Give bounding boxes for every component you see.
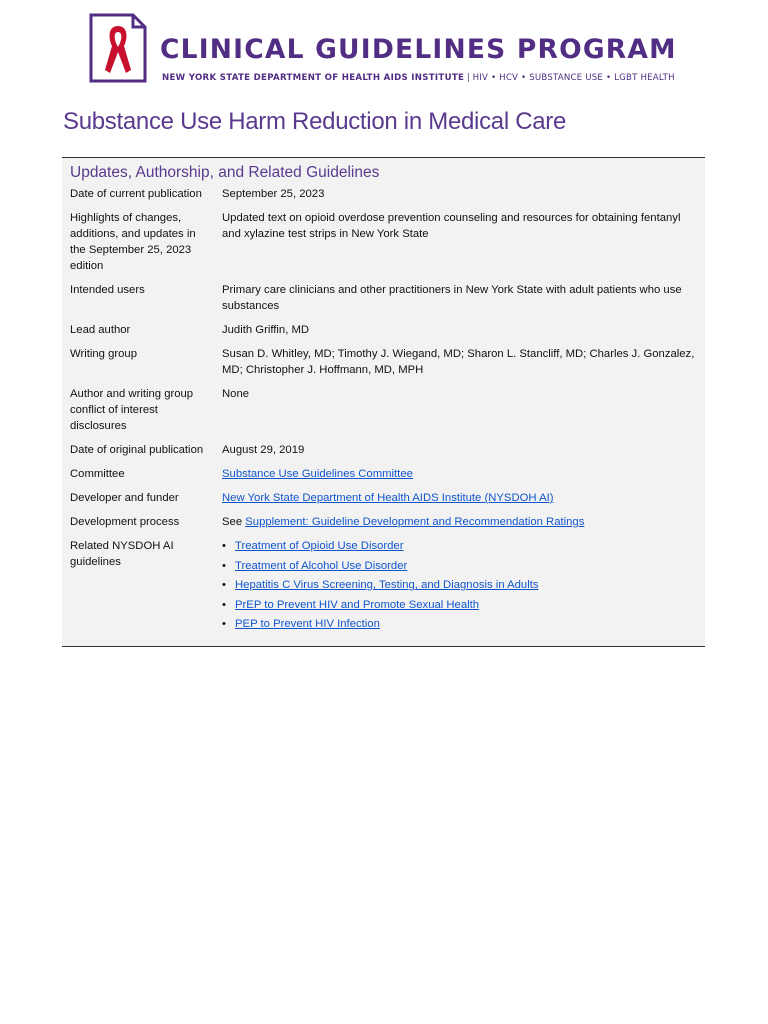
row-value: September 25, 2023	[222, 188, 325, 200]
program-title: CLINICAL GUIDELINES PROGRAM	[160, 34, 677, 65]
row-value: August 29, 2019	[222, 444, 305, 456]
related-guideline-link[interactable]: Treatment of Opioid Use Disorder	[235, 540, 404, 552]
related-guidelines-list	[222, 538, 699, 632]
subtitle-topics: HIV • HCV • SUBSTANCE USE • LGBT HEALTH	[472, 73, 675, 83]
bullet-icon: •	[222, 618, 226, 630]
related-guideline-link[interactable]: Treatment of Alcohol Use Disorder	[235, 559, 408, 572]
bullet-icon: •	[222, 540, 226, 552]
list-item	[222, 538, 699, 554]
table-row	[62, 186, 705, 210]
related-guideline-link[interactable]: PEP to Prevent HIV Infection	[235, 618, 380, 630]
program-header	[88, 12, 688, 86]
table-row	[62, 386, 705, 442]
row-value	[216, 490, 705, 514]
subtitle-separator: |	[464, 73, 473, 83]
program-subtitle	[162, 73, 675, 83]
info-table	[62, 186, 705, 644]
table-row	[62, 514, 705, 538]
row-label: Author and writing group conflict of interest disclosures	[70, 388, 194, 432]
table-row	[62, 322, 705, 346]
row-value	[216, 466, 705, 490]
table-row	[62, 210, 705, 282]
row-label: Writing group	[70, 348, 137, 360]
see-prefix: See	[222, 516, 246, 528]
row-value: Susan D. Whitley, MD; Timothy J. Wiegand, MD; Sharon L. Stancliff, MD; Charles J. Gonzalez, MD; Christopher J. Hoffmann, MD, MPH	[222, 348, 695, 376]
row-label: Intended users	[70, 284, 145, 296]
table-row	[62, 538, 705, 644]
row-label: Date of original publication	[70, 444, 204, 456]
row-value: None	[222, 388, 250, 400]
row-value	[216, 538, 705, 644]
panel-heading: Updates, Authorship, and Related Guidelines	[70, 164, 380, 181]
row-label: Related NYSDOH AI guidelines	[70, 540, 174, 568]
table-row	[62, 282, 705, 322]
row-label: Developer and funder	[70, 492, 179, 504]
bullet-icon: •	[222, 579, 226, 591]
row-value: Updated text on opioid overdose prevention counseling and resources for obtaining fentanyl and xylazine test strips in New York State	[222, 212, 681, 240]
list-item	[222, 616, 699, 632]
row-label: Development process	[70, 516, 180, 528]
row-value: Primary care clinicians and other practitioners in New York State with adult patients who use substances	[222, 284, 682, 312]
red-ribbon-icon	[88, 12, 148, 89]
related-guideline-link[interactable]: PrEP to Prevent HIV and Promote Sexual Health	[235, 598, 480, 611]
document-title: Substance Use Harm Reduction in Medical Care	[63, 108, 567, 135]
row-label: Date of current publication	[70, 188, 202, 200]
table-row	[62, 466, 705, 490]
related-guideline-link[interactable]: Hepatitis C Virus Screening, Testing, and Diagnosis in Adults	[235, 579, 539, 591]
row-value	[216, 514, 705, 538]
list-item	[222, 558, 699, 574]
table-row	[62, 490, 705, 514]
committee-link[interactable]: Substance Use Guidelines Committee	[222, 468, 413, 480]
row-label: Lead author	[70, 324, 131, 336]
row-label: Committee	[70, 468, 125, 480]
table-row	[62, 346, 705, 386]
row-value: Judith Griffin, MD	[222, 324, 310, 336]
list-item	[222, 577, 699, 593]
bullet-icon: •	[222, 598, 226, 611]
developer-link[interactable]: New York State Department of Health AIDS Institute (NYSDOH AI)	[222, 492, 554, 504]
table-row	[62, 442, 705, 466]
supplement-link[interactable]: Supplement: Guideline Development and Recommendation Ratings	[245, 516, 585, 528]
bullet-icon: •	[222, 559, 226, 572]
updates-authorship-panel	[62, 157, 705, 647]
row-label: Highlights of changes, additions, and updates in the September 25, 2023 edition	[70, 212, 196, 272]
subtitle-department: NEW YORK STATE DEPARTMENT OF HEALTH AIDS INSTITUTE	[162, 73, 465, 83]
list-item	[222, 597, 699, 613]
